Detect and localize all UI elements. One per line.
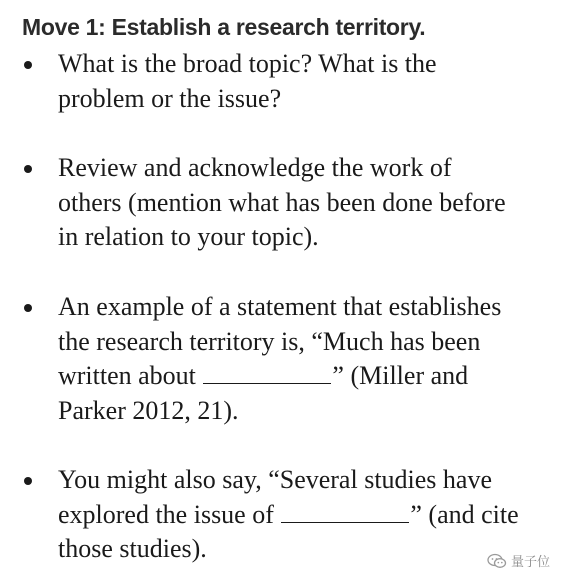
text-line: those studies). bbox=[58, 534, 207, 564]
list-item-text bbox=[58, 290, 558, 429]
text-line: Parker 2012, 21). bbox=[58, 396, 239, 426]
page-heading: Move 1: Establish a research territory. bbox=[22, 14, 426, 40]
text-fragment: written about bbox=[58, 361, 196, 391]
fill-in-blank bbox=[203, 359, 331, 384]
text-line bbox=[58, 359, 558, 394]
fill-in-blank bbox=[281, 498, 409, 523]
text-line: the research territory is, “Much has been bbox=[58, 326, 481, 356]
wechat-icon bbox=[487, 553, 507, 569]
list-item-text bbox=[58, 47, 558, 116]
text-line: You might also say, “Several studies have bbox=[58, 465, 493, 494]
text-line: problem or the issue? bbox=[58, 83, 282, 113]
text-fragment: ” (Miller and bbox=[332, 361, 469, 391]
bullet-dot-icon bbox=[24, 304, 32, 312]
text-line: others (mention what has been done before bbox=[58, 187, 506, 217]
bullet-dot-icon bbox=[24, 165, 32, 173]
text-fragment: ” (and cite bbox=[410, 499, 519, 529]
list-item-text bbox=[58, 151, 558, 255]
watermark bbox=[487, 551, 550, 570]
watermark-label: 量子位 bbox=[510, 555, 550, 570]
text-line bbox=[58, 498, 558, 533]
text-fragment: explored the issue of bbox=[58, 499, 274, 529]
bullet-dot-icon bbox=[24, 61, 32, 69]
text-line: What is the broad topic? What is the bbox=[58, 49, 437, 78]
bullet-dot-icon bbox=[24, 477, 32, 485]
text-line: Review and acknowledge the work of bbox=[58, 153, 452, 182]
text-line: in relation to your topic). bbox=[58, 222, 319, 252]
list-item-text bbox=[58, 463, 558, 567]
text-line: An example of a statement that establishes bbox=[58, 292, 502, 321]
